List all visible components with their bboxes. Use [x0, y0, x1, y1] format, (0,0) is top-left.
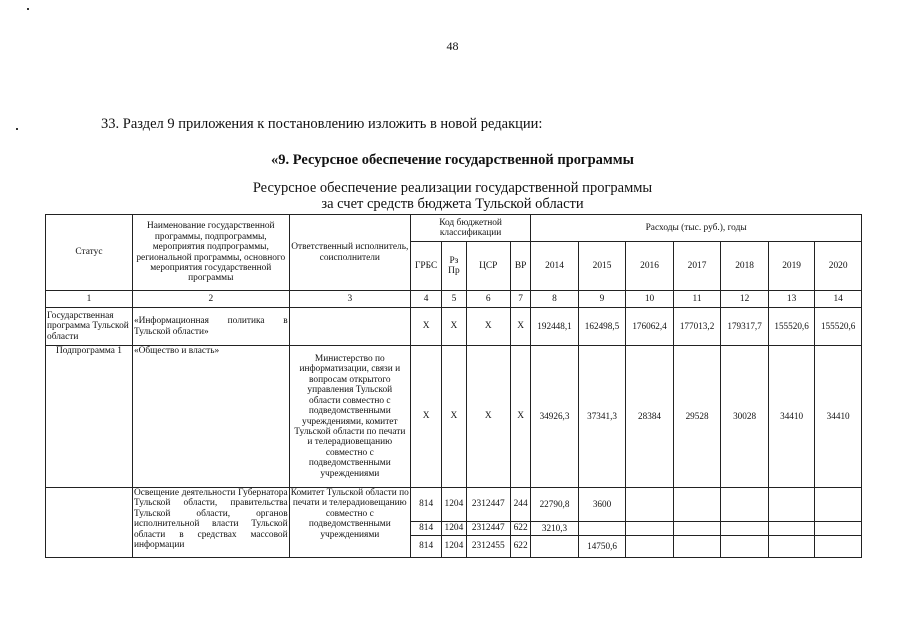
activity-code-grbs: 814 — [410, 536, 441, 558]
activity-code-vr: 622 — [511, 522, 531, 536]
section-title: «9. Ресурсное обеспечение государственной программы — [271, 152, 634, 168]
activity-value — [673, 522, 721, 536]
header-vr: ВР — [511, 242, 531, 291]
activity-value — [721, 536, 769, 558]
column-number: 7 — [511, 291, 531, 308]
program-value-2020: 155520,6 — [815, 308, 862, 346]
column-number-row — [46, 291, 862, 308]
scan-speck-left — [16, 128, 18, 130]
subprogram-value-2020: 34410 — [815, 346, 862, 488]
program-code-csr: X — [466, 308, 510, 346]
activity-value: 14750,6 — [578, 536, 626, 558]
program-value-2019: 155520,6 — [768, 308, 815, 346]
column-number: 8 — [531, 291, 579, 308]
program-value-2015: 162498,5 — [578, 308, 626, 346]
subprogram-code-rzpr: X — [442, 346, 466, 488]
activity-value — [815, 488, 862, 522]
program-executor — [289, 308, 410, 346]
activity-value — [626, 536, 674, 558]
header-grbs: ГРБС — [410, 242, 441, 291]
activity-value: 22790,8 — [531, 488, 579, 522]
header-status: Статус — [46, 215, 133, 291]
header-year: 2017 — [673, 242, 721, 291]
activity-value — [673, 488, 721, 522]
column-number: 4 — [410, 291, 441, 308]
column-number: 9 — [578, 291, 626, 308]
program-row — [46, 308, 862, 346]
activity-code-csr: 2312447 — [466, 522, 510, 536]
header-year: 2016 — [626, 242, 674, 291]
subprogram-value-2018: 30028 — [721, 346, 769, 488]
program-value-2014: 192448,1 — [531, 308, 579, 346]
header-executor: Ответственный исполнитель, соисполнители — [289, 215, 410, 291]
header-rzpr: Рз Пр — [442, 242, 466, 291]
subprogram-value-2014: 34926,3 — [531, 346, 579, 488]
column-number: 12 — [721, 291, 769, 308]
column-number: 13 — [768, 291, 815, 308]
column-number: 14 — [815, 291, 862, 308]
header-year: 2014 — [531, 242, 579, 291]
activity-name: Освещение деятельности Губернатора Тульской области, правительства Тульской области, органов исполнительной власти Тульской области в средствах массовой информации — [132, 488, 289, 558]
activity-value — [815, 536, 862, 558]
column-number: 3 — [289, 291, 410, 308]
subprogram-row — [46, 346, 862, 488]
activity-value: 3600 — [578, 488, 626, 522]
column-number: 5 — [442, 291, 466, 308]
program-name: «Информационная политика в Тульской области» — [132, 308, 289, 346]
scan-speck-top — [27, 8, 29, 10]
amendment-paragraph: 33. Раздел 9 приложения к постановлению изложить в новой редакции: — [101, 116, 543, 132]
header-year: 2020 — [815, 242, 862, 291]
activity-code-rzpr: 1204 — [442, 488, 466, 522]
subprogram-value-2016: 28384 — [626, 346, 674, 488]
activity-code-csr: 2312455 — [466, 536, 510, 558]
activity-code-csr: 2312447 — [466, 488, 510, 522]
column-number: 6 — [466, 291, 510, 308]
header-name: Наименование государственной программы, подпрограммы, мероприятия подпрограммы, региональной программы, основного мероприятия государственной программы — [132, 215, 289, 291]
column-number: 2 — [132, 291, 289, 308]
activity-value — [578, 522, 626, 536]
activity-value — [815, 522, 862, 536]
header-csr: ЦСР — [466, 242, 510, 291]
subprogram-value-2017: 29528 — [673, 346, 721, 488]
program-code-grbs: X — [410, 308, 441, 346]
resource-table — [45, 214, 862, 558]
header-row-1 — [46, 215, 862, 242]
activity-value — [673, 536, 721, 558]
program-code-vr: X — [511, 308, 531, 346]
activity-executor: Комитет Тульской области по печати и телерадиовещанию совместно с подведомственными учреждениями — [289, 488, 410, 558]
subprogram-executor: Министерство по информатизации, связи и вопросам открытого управления Тульской области совместно с подведомственными учреждениями, комитет Тульской области по печати и телерадиовещанию совместно с подведомственными учреждениями — [289, 346, 410, 488]
activity-value: 3210,3 — [531, 522, 579, 536]
subprogram-value-2015: 37341,3 — [578, 346, 626, 488]
header-year: 2019 — [768, 242, 815, 291]
table-caption-line1: Ресурсное обеспечение реализации государственной программы — [252, 180, 653, 196]
activity-code-vr: 622 — [511, 536, 531, 558]
column-number: 10 — [626, 291, 674, 308]
activity-status — [46, 488, 133, 558]
activity-value — [768, 536, 815, 558]
activity-value — [626, 522, 674, 536]
header-year: 2018 — [721, 242, 769, 291]
activity-code-vr: 244 — [511, 488, 531, 522]
activity-code-rzpr: 1204 — [442, 522, 466, 536]
program-value-2017: 177013,2 — [673, 308, 721, 346]
subprogram-code-vr: X — [511, 346, 531, 488]
table-caption-line2: за счет средств бюджета Тульской области — [321, 196, 584, 212]
header-expense-group: Расходы (тыс. руб.), годы — [531, 215, 862, 242]
activity-value — [531, 536, 579, 558]
program-value-2016: 176062,4 — [626, 308, 674, 346]
column-number: 11 — [673, 291, 721, 308]
header-code-group: Код бюджетной классификации — [410, 215, 530, 242]
activity-value — [768, 488, 815, 522]
header-year: 2015 — [578, 242, 626, 291]
activity-code-grbs: 814 — [410, 522, 441, 536]
column-number: 1 — [46, 291, 133, 308]
activity-value — [721, 522, 769, 536]
program-code-rzpr: X — [442, 308, 466, 346]
activity-row — [46, 488, 862, 522]
program-value-2018: 179317,7 — [721, 308, 769, 346]
program-status: Государственная программа Тульской области — [46, 308, 133, 346]
subprogram-code-csr: X — [466, 346, 510, 488]
subprogram-value-2019: 34410 — [768, 346, 815, 488]
activity-value — [626, 488, 674, 522]
activity-code-rzpr: 1204 — [442, 536, 466, 558]
activity-value — [721, 488, 769, 522]
activity-code-grbs: 814 — [410, 488, 441, 522]
page-number: 48 — [446, 39, 459, 53]
subprogram-code-grbs: X — [410, 346, 441, 488]
activity-value — [768, 522, 815, 536]
subprogram-status: Подпрограмма 1 — [46, 346, 133, 488]
subprogram-name: «Общество и власть» — [132, 346, 289, 488]
